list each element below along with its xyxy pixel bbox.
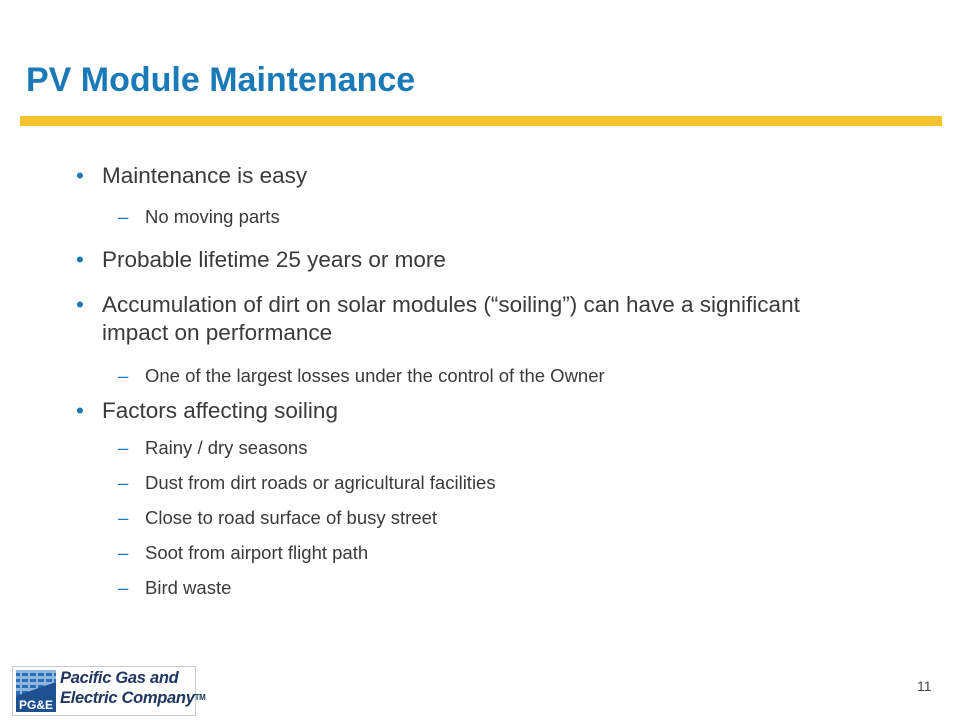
sub-bullet-marker: – (118, 472, 129, 493)
logo-line-2: Electric Company (60, 689, 195, 707)
sub-bullet-marker: – (118, 542, 129, 563)
sub-bullet-text: Soot from airport flight path (145, 542, 369, 563)
sub-bullet-text: Dust from dirt roads or agricultural facilities (145, 472, 496, 493)
sub-bullet-marker: – (118, 365, 129, 386)
page-number: 11 (917, 678, 932, 694)
sub-bullet-marker: – (118, 577, 129, 598)
pge-logo-mark-icon (16, 670, 56, 712)
bullet-text: Accumulation of dirt on solar modules (“soiling”) can have a significant impact on performance (102, 292, 800, 345)
bullet-marker: • (76, 247, 84, 272)
bullet-text: Maintenance is easy (102, 163, 308, 188)
logo-wordmark (60, 668, 206, 708)
sub-bullet-text: Close to road surface of busy street (145, 507, 438, 528)
bullet-text: Factors affecting soiling (102, 398, 338, 423)
sub-bullet-marker: – (118, 437, 129, 458)
sub-bullet-marker: – (118, 206, 129, 227)
bullet-marker: • (76, 292, 84, 317)
title-underline (20, 116, 942, 126)
sub-bullet-text: Rainy / dry seasons (145, 437, 308, 458)
bullet-marker: • (76, 163, 84, 188)
sub-bullet-text: Bird waste (145, 577, 232, 598)
sub-bullet-text: One of the largest losses under the control of the Owner (145, 365, 605, 386)
sub-bullet-marker: – (118, 507, 129, 528)
bullet-marker: • (76, 398, 84, 423)
logo-line-1: Pacific Gas and (60, 669, 179, 687)
sub-bullet-text: No moving parts (145, 206, 280, 227)
logo-trademark: TM (194, 693, 206, 702)
svg-text:PG&E: PG&E (18, 698, 54, 712)
bullet-text: Probable lifetime 25 years or more (102, 247, 446, 272)
slide-title: PV Module Maintenance (26, 61, 416, 99)
